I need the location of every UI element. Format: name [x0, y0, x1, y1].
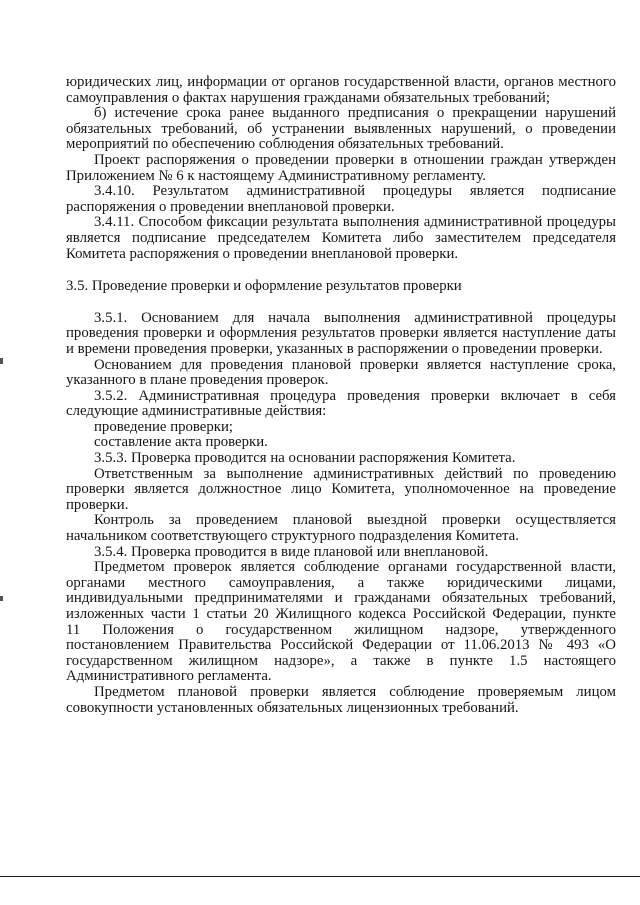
paragraph-control: Контроль за проведением плановой выездной проверки осуществляется начальником соответствующего структурного подразделения Комитета. — [66, 512, 616, 545]
word: Положения — [102, 621, 174, 638]
word: о — [195, 621, 204, 638]
paragraph-3-4-10: 3.4.10. Результатом административной процедуры является подписание распоряжения о проведении внеплановой проверки. — [66, 183, 616, 215]
paragraph-subject — [66, 560, 616, 685]
word: жилищном — [354, 621, 424, 638]
paragraph-3-5-3: 3.5.3. Проверка проводится на основании распоряжения Комитета. — [94, 450, 516, 467]
document-page — [66, 75, 616, 716]
paragraph-3-4-11: 3.4.11. Способом фиксации результата выполнения административной процедуры является подписание председателем Комитета либо заместителем председателя Комитета распоряжения о проведении внеплановой проверки. — [66, 214, 616, 262]
paragraph-responsible: Ответственным за выполнение административных действий по проведению проверки является должностное лицо Комитета, уполномоченное на проведение проверки. — [66, 465, 616, 513]
word: утвержденного — [520, 621, 616, 638]
paragraph-subject-tail: постановлением Правительства Российской Федерации от 11.06.2013 № 493 «О государственном жилищном надзоре», а также в пункте 1.5 настоящего Административного регламента. — [66, 637, 616, 685]
paragraph-subject-line — [66, 623, 616, 639]
paragraph-3-5-1: 3.5.1. Основанием для начала выполнения административной процедуры проведения проверки и оформления результатов проверки является наступление даты и времени проведения проверки, указанных в распоряжении о проведении проверки. — [66, 309, 616, 357]
scan-edge-mark — [0, 596, 3, 601]
paragraph-item-b: б) истечение срока ранее выданного предписания о прекращении нарушений обязательных требований, об устранении выявленных нарушений, о проведении мероприятий по обеспечению соблюдения обязательных требований. — [66, 105, 616, 153]
paragraph-subject-planned: Предметом плановой проверки является соблюдение проверяемым лицом совокупности установленных обязательных лицензионных требований. — [66, 683, 616, 716]
scan-edge-mark — [0, 358, 3, 364]
word: надзоре, — [445, 621, 499, 638]
paragraph-3-5-2: 3.5.2. Административная процедура проведения проверки включает в себя следующие административные действия: — [66, 387, 616, 420]
list-item: составление акта проверки. — [94, 434, 268, 451]
page-bottom-rule — [0, 876, 640, 877]
paragraph-basis-planned: Основанием для проведения плановой проверки является наступление срока, указанного в плане проведения проверок. — [66, 356, 616, 389]
paragraph-project-order: Проект распоряжения о проведении проверки в отношении граждан утвержден Приложением № 6 к настоящему Административному регламенту. — [66, 151, 616, 184]
paragraph-subject-head: Предметом проверок является соблюдение органами государственной власти, органами местного самоуправления, а также юридическими лицами, индивидуальными предпринимателями и гражданами обязательных требований, изложенных части 1 статьи 20 Жилищного кодекса Российской Федерации, пункте — [66, 559, 616, 622]
word: государственном — [225, 621, 333, 638]
paragraph-continuation: юридических лиц, информации от органов государственной власти, органов местного самоуправления о фактах нарушения гражданами обязательных требований; — [66, 74, 616, 106]
word: 11 — [66, 621, 81, 638]
list-item: проведение проверки; — [94, 418, 233, 435]
paragraph-3-5-4: 3.5.4. Проверка проводится в виде плановой или внеплановой. — [94, 543, 489, 560]
section-heading-3-5: 3.5. Проведение проверки и оформление результатов проверки — [66, 278, 462, 295]
